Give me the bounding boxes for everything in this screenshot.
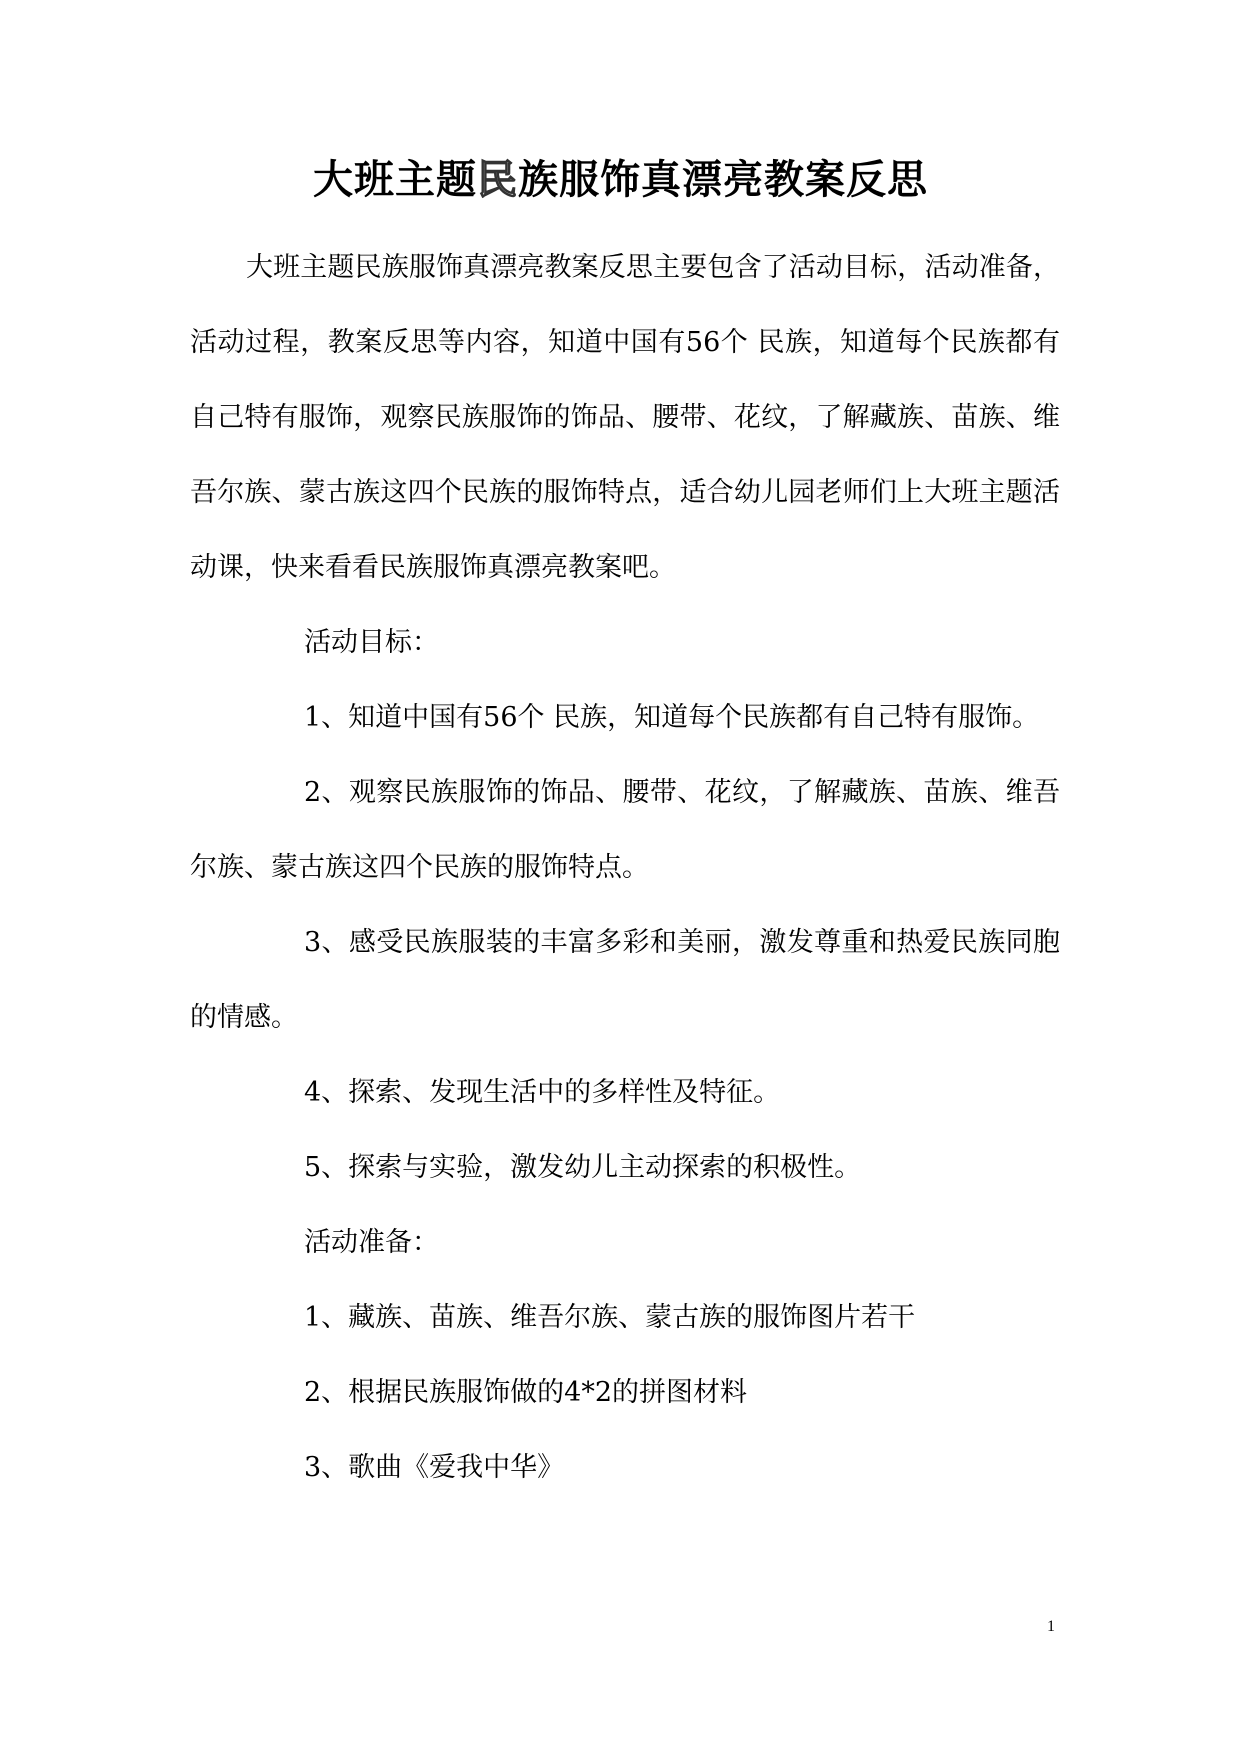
goal-item: 3、感受民族服装的丰富多彩和美丽，激发尊重和热爱民族同胞的情感。 bbox=[190, 927, 1060, 1033]
goal-item: 1、知道中国有56个 民族，知道每个民族都有自己特有服饰。 bbox=[304, 702, 1040, 733]
prep-item: 3、歌曲《爱我中华》 bbox=[304, 1452, 565, 1483]
title-suffix: 族服饰真漂亮教案反思 bbox=[518, 156, 928, 203]
goals-heading: 活动目标： bbox=[304, 627, 439, 658]
prep-item: 2、根据民族服饰做的4*2的拼图材料 bbox=[304, 1377, 748, 1408]
title-highlighted-char: 民 bbox=[477, 156, 518, 203]
document-body bbox=[190, 230, 1060, 1505]
prep-item: 1、藏族、苗族、维吾尔族、蒙古族的服饰图片若干 bbox=[304, 1302, 916, 1333]
goal-item: 5、探索与实验，激发幼儿主动探索的积极性。 bbox=[304, 1152, 862, 1183]
title-prefix: 大班主题 bbox=[313, 156, 477, 203]
goal-item: 4、探索、发现生活中的多样性及特征。 bbox=[304, 1077, 781, 1108]
page-number: 1 bbox=[1047, 1618, 1055, 1635]
goal-item: 2、观察民族服饰的饰品、腰带、花纹，了解藏族、苗族、维吾尔族、蒙古族这四个民族的服饰特点。 bbox=[190, 777, 1060, 883]
intro-paragraph: 大班主题民族服饰真漂亮教案反思主要包含了活动目标，活动准备，活动过程，教案反思等内容，知道中国有56个 民族，知道每个民族都有自己特有服饰，观察民族服饰的饰品、腰带、花纹，了解藏族、苗族、维吾尔族、蒙古族这四个民族的服饰特点，适合幼儿园老师们上大班主题活动课，快来看看民族服饰真漂亮教案吧。 bbox=[190, 252, 1060, 583]
prep-heading: 活动准备： bbox=[304, 1227, 439, 1258]
document-title bbox=[0, 150, 1241, 210]
